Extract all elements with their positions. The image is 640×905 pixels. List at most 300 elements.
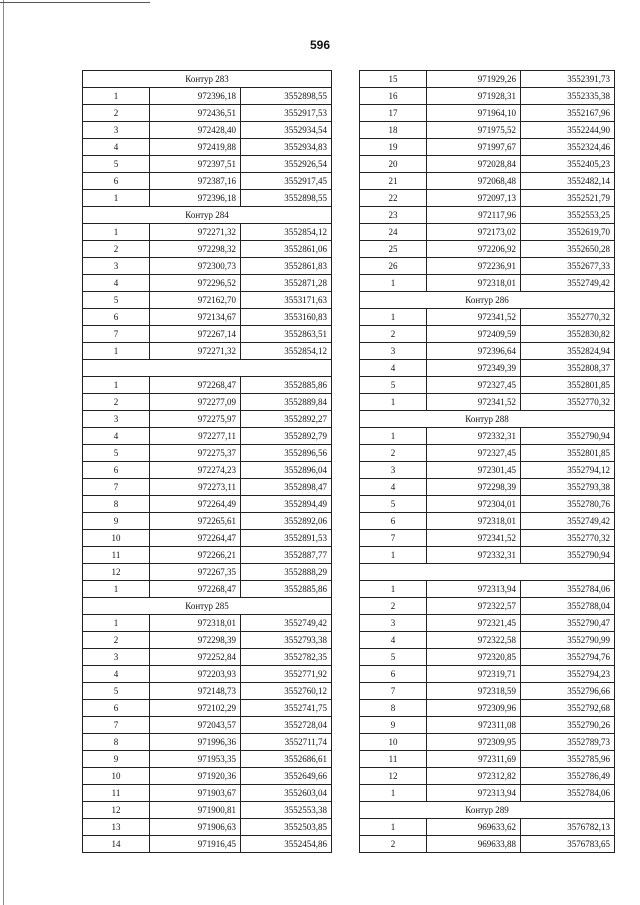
y-coordinate-cell: 3552801,85 bbox=[521, 377, 615, 394]
point-number-cell: 1 bbox=[83, 615, 150, 632]
x-coordinate-cell: 972318,59 bbox=[427, 683, 521, 700]
x-coordinate-cell: 972341,52 bbox=[427, 530, 521, 547]
y-coordinate-cell: 3552749,42 bbox=[521, 275, 615, 292]
point-number-cell: 16 bbox=[360, 88, 427, 105]
y-coordinate-cell: 3552619,70 bbox=[521, 224, 615, 241]
point-number-cell: 3 bbox=[83, 122, 150, 139]
table-row bbox=[360, 768, 615, 785]
point-number-cell: 4 bbox=[83, 428, 150, 445]
y-coordinate-cell: 3552770,32 bbox=[521, 530, 615, 547]
table-row bbox=[83, 819, 332, 836]
y-coordinate-cell: 3552892,06 bbox=[241, 513, 332, 530]
x-coordinate-cell: 972097,13 bbox=[427, 190, 521, 207]
x-coordinate-cell: 972277,09 bbox=[150, 394, 241, 411]
point-number-cell: 2 bbox=[360, 836, 427, 853]
table-row bbox=[83, 105, 332, 122]
y-coordinate-cell: 3552521,79 bbox=[521, 190, 615, 207]
contour-header-row bbox=[83, 598, 332, 615]
point-number-cell: 6 bbox=[360, 513, 427, 530]
y-coordinate-cell: 3552167,96 bbox=[521, 105, 615, 122]
point-number-cell: 1 bbox=[360, 394, 427, 411]
x-coordinate-cell: 971928,31 bbox=[427, 88, 521, 105]
point-number-cell: 8 bbox=[83, 496, 150, 513]
table-row bbox=[83, 343, 332, 360]
point-number-cell: 6 bbox=[83, 462, 150, 479]
table-row bbox=[360, 530, 615, 547]
x-coordinate-cell: 972298,39 bbox=[427, 479, 521, 496]
y-coordinate-cell: 3552794,76 bbox=[521, 649, 615, 666]
point-number-cell: 9 bbox=[83, 513, 150, 530]
y-coordinate-cell: 3552784,06 bbox=[521, 785, 615, 802]
point-number-cell: 13 bbox=[83, 819, 150, 836]
x-coordinate-cell: 972322,57 bbox=[427, 598, 521, 615]
table-row bbox=[360, 173, 615, 190]
x-coordinate-cell: 972173,02 bbox=[427, 224, 521, 241]
table-row bbox=[360, 445, 615, 462]
table-row bbox=[360, 190, 615, 207]
table-row bbox=[360, 734, 615, 751]
point-number-cell: 1 bbox=[83, 377, 150, 394]
x-coordinate-cell: 972267,35 bbox=[150, 564, 241, 581]
x-coordinate-cell: 971900,81 bbox=[150, 802, 241, 819]
x-coordinate-cell: 972332,31 bbox=[427, 547, 521, 564]
x-coordinate-cell: 972409,59 bbox=[427, 326, 521, 343]
table-row bbox=[83, 190, 332, 207]
y-coordinate-cell: 3552686,61 bbox=[241, 751, 332, 768]
y-coordinate-cell: 3552854,12 bbox=[241, 343, 332, 360]
table-row bbox=[360, 360, 615, 377]
table-row bbox=[83, 224, 332, 241]
y-coordinate-cell: 3552790,94 bbox=[521, 547, 615, 564]
y-coordinate-cell: 3552749,42 bbox=[241, 615, 332, 632]
point-number-cell: 1 bbox=[83, 190, 150, 207]
table-row bbox=[83, 734, 332, 751]
table-row bbox=[360, 632, 615, 649]
point-number-cell: 14 bbox=[83, 836, 150, 853]
x-coordinate-cell: 972396,18 bbox=[150, 190, 241, 207]
y-coordinate-cell: 3552824,94 bbox=[521, 343, 615, 360]
point-number-cell: 4 bbox=[83, 666, 150, 683]
table-row bbox=[360, 683, 615, 700]
x-coordinate-cell: 972322,58 bbox=[427, 632, 521, 649]
point-number-cell: 7 bbox=[83, 326, 150, 343]
table-row bbox=[360, 309, 615, 326]
y-coordinate-cell: 3552926,54 bbox=[241, 156, 332, 173]
x-coordinate-cell: 972320,85 bbox=[427, 649, 521, 666]
x-coordinate-cell: 971916,45 bbox=[150, 836, 241, 853]
table-row bbox=[83, 615, 332, 632]
point-number-cell: 12 bbox=[83, 802, 150, 819]
y-coordinate-cell: 3552790,94 bbox=[521, 428, 615, 445]
table-row bbox=[360, 819, 615, 836]
x-coordinate-cell: 971929,26 bbox=[427, 71, 521, 88]
y-coordinate-cell: 3552391,73 bbox=[521, 71, 615, 88]
contour-title: Контур 286 bbox=[360, 292, 615, 309]
table-row bbox=[360, 700, 615, 717]
x-coordinate-cell: 972275,37 bbox=[150, 445, 241, 462]
point-number-cell: 6 bbox=[83, 173, 150, 190]
x-coordinate-cell: 971996,36 bbox=[150, 734, 241, 751]
coordinates-table-left bbox=[82, 70, 332, 853]
point-number-cell: 6 bbox=[83, 700, 150, 717]
point-number-cell: 10 bbox=[360, 734, 427, 751]
x-coordinate-cell: 971997,67 bbox=[427, 139, 521, 156]
x-coordinate-cell: 972313,94 bbox=[427, 785, 521, 802]
y-coordinate-cell: 3552892,27 bbox=[241, 411, 332, 428]
x-coordinate-cell: 972266,21 bbox=[150, 547, 241, 564]
table-row bbox=[83, 496, 332, 513]
point-number-cell: 9 bbox=[360, 717, 427, 734]
table-row bbox=[83, 785, 332, 802]
y-coordinate-cell: 3552786,49 bbox=[521, 768, 615, 785]
x-coordinate-cell: 972271,32 bbox=[150, 343, 241, 360]
table-row bbox=[360, 649, 615, 666]
table-row bbox=[360, 513, 615, 530]
y-coordinate-cell: 3552889,84 bbox=[241, 394, 332, 411]
table-row bbox=[83, 156, 332, 173]
table-row bbox=[360, 428, 615, 445]
x-coordinate-cell: 972028,84 bbox=[427, 156, 521, 173]
point-number-cell: 6 bbox=[360, 666, 427, 683]
contour-title: Контур 283 bbox=[83, 71, 332, 88]
table-row bbox=[360, 785, 615, 802]
y-coordinate-cell: 3552887,77 bbox=[241, 547, 332, 564]
point-number-cell: 20 bbox=[360, 156, 427, 173]
table-row bbox=[360, 598, 615, 615]
y-coordinate-cell: 3552244,90 bbox=[521, 122, 615, 139]
x-coordinate-cell: 972387,16 bbox=[150, 173, 241, 190]
table-row bbox=[83, 394, 332, 411]
point-number-cell: 4 bbox=[360, 632, 427, 649]
point-number-cell: 11 bbox=[83, 785, 150, 802]
point-number-cell: 11 bbox=[83, 547, 150, 564]
table-row bbox=[360, 241, 615, 258]
y-coordinate-cell: 3552891,53 bbox=[241, 530, 332, 547]
page-number: 596 bbox=[309, 38, 331, 52]
contour-header-row bbox=[360, 292, 615, 309]
table-row bbox=[83, 326, 332, 343]
y-coordinate-cell: 3552603,04 bbox=[241, 785, 332, 802]
point-number-cell: 3 bbox=[83, 649, 150, 666]
table-row bbox=[83, 581, 332, 598]
x-coordinate-cell: 969633,62 bbox=[427, 819, 521, 836]
contour-header-row bbox=[83, 71, 332, 88]
table-row bbox=[83, 377, 332, 394]
table-row bbox=[360, 462, 615, 479]
x-coordinate-cell: 972134,67 bbox=[150, 309, 241, 326]
x-coordinate-cell: 972332,31 bbox=[427, 428, 521, 445]
point-number-cell: 24 bbox=[360, 224, 427, 241]
y-coordinate-cell: 3553171,63 bbox=[241, 292, 332, 309]
point-number-cell: 5 bbox=[360, 496, 427, 513]
point-number-cell: 3 bbox=[83, 411, 150, 428]
table-row bbox=[83, 513, 332, 530]
table-row bbox=[83, 292, 332, 309]
x-coordinate-cell: 972327,45 bbox=[427, 445, 521, 462]
x-coordinate-cell: 972321,45 bbox=[427, 615, 521, 632]
y-coordinate-cell: 3552934,83 bbox=[241, 139, 332, 156]
point-number-cell: 11 bbox=[360, 751, 427, 768]
point-number-cell: 26 bbox=[360, 258, 427, 275]
x-coordinate-cell: 972268,47 bbox=[150, 581, 241, 598]
table-row bbox=[360, 377, 615, 394]
x-coordinate-cell: 972236,91 bbox=[427, 258, 521, 275]
x-coordinate-cell: 972318,01 bbox=[150, 615, 241, 632]
table-row bbox=[83, 445, 332, 462]
y-coordinate-cell: 3552711,74 bbox=[241, 734, 332, 751]
x-coordinate-cell: 972267,14 bbox=[150, 326, 241, 343]
x-coordinate-cell: 972318,01 bbox=[427, 513, 521, 530]
x-coordinate-cell: 972349,39 bbox=[427, 360, 521, 377]
table-row bbox=[360, 547, 615, 564]
point-number-cell: 4 bbox=[360, 479, 427, 496]
point-number-cell: 17 bbox=[360, 105, 427, 122]
table-row bbox=[83, 428, 332, 445]
coordinates-table-right bbox=[359, 70, 615, 853]
x-coordinate-cell: 971975,52 bbox=[427, 122, 521, 139]
x-coordinate-cell: 972309,96 bbox=[427, 700, 521, 717]
x-coordinate-cell: 972311,69 bbox=[427, 751, 521, 768]
point-number-cell: 2 bbox=[360, 598, 427, 615]
x-coordinate-cell: 972301,45 bbox=[427, 462, 521, 479]
y-coordinate-cell: 3552808,37 bbox=[521, 360, 615, 377]
table-row bbox=[83, 547, 332, 564]
point-number-cell: 10 bbox=[83, 530, 150, 547]
table-row bbox=[83, 241, 332, 258]
x-coordinate-cell: 972206,92 bbox=[427, 241, 521, 258]
x-coordinate-cell: 972271,32 bbox=[150, 224, 241, 241]
x-coordinate-cell: 972300,73 bbox=[150, 258, 241, 275]
point-number-cell: 25 bbox=[360, 241, 427, 258]
x-coordinate-cell: 972162,70 bbox=[150, 292, 241, 309]
y-coordinate-cell: 3552771,92 bbox=[241, 666, 332, 683]
y-coordinate-cell: 3552861,06 bbox=[241, 241, 332, 258]
y-coordinate-cell: 3552934,54 bbox=[241, 122, 332, 139]
point-number-cell: 2 bbox=[83, 105, 150, 122]
table-row bbox=[83, 836, 332, 853]
y-coordinate-cell: 3552898,47 bbox=[241, 479, 332, 496]
y-coordinate-cell: 3552789,73 bbox=[521, 734, 615, 751]
x-coordinate-cell: 972273,11 bbox=[150, 479, 241, 496]
table-row bbox=[83, 173, 332, 190]
point-number-cell: 1 bbox=[360, 547, 427, 564]
table-row bbox=[360, 139, 615, 156]
point-number-cell: 5 bbox=[83, 683, 150, 700]
point-number-cell: 7 bbox=[83, 479, 150, 496]
point-number-cell: 7 bbox=[360, 530, 427, 547]
y-coordinate-cell: 3552801,85 bbox=[521, 445, 615, 462]
x-coordinate-cell: 971964,10 bbox=[427, 105, 521, 122]
y-coordinate-cell: 3576782,13 bbox=[521, 819, 615, 836]
y-coordinate-cell: 3552741,75 bbox=[241, 700, 332, 717]
x-coordinate-cell: 972252,84 bbox=[150, 649, 241, 666]
point-number-cell: 2 bbox=[83, 632, 150, 649]
x-coordinate-cell: 972397,51 bbox=[150, 156, 241, 173]
table-row bbox=[360, 615, 615, 632]
table-row bbox=[83, 530, 332, 547]
y-coordinate-cell: 3552553,25 bbox=[521, 207, 615, 224]
point-number-cell: 1 bbox=[83, 224, 150, 241]
point-number-cell: 9 bbox=[83, 751, 150, 768]
x-coordinate-cell: 972309,95 bbox=[427, 734, 521, 751]
y-coordinate-cell: 3552770,32 bbox=[521, 394, 615, 411]
point-number-cell: 4 bbox=[83, 139, 150, 156]
x-coordinate-cell: 972274,23 bbox=[150, 462, 241, 479]
y-coordinate-cell: 3552871,28 bbox=[241, 275, 332, 292]
table-row bbox=[83, 309, 332, 326]
y-coordinate-cell: 3552454,86 bbox=[241, 836, 332, 853]
x-coordinate-cell: 972043,57 bbox=[150, 717, 241, 734]
x-coordinate-cell: 972419,88 bbox=[150, 139, 241, 156]
y-coordinate-cell: 3552780,76 bbox=[521, 496, 615, 513]
x-coordinate-cell: 972319,71 bbox=[427, 666, 521, 683]
y-coordinate-cell: 3552677,33 bbox=[521, 258, 615, 275]
point-number-cell: 1 bbox=[360, 275, 427, 292]
point-number-cell: 4 bbox=[83, 275, 150, 292]
x-coordinate-cell: 972396,64 bbox=[427, 343, 521, 360]
y-coordinate-cell: 3552793,38 bbox=[521, 479, 615, 496]
y-coordinate-cell: 3552335,38 bbox=[521, 88, 615, 105]
table-row bbox=[360, 394, 615, 411]
table-row bbox=[360, 122, 615, 139]
table-row bbox=[360, 496, 615, 513]
table-row bbox=[360, 207, 615, 224]
contour-title: Контур 284 bbox=[83, 207, 332, 224]
y-coordinate-cell: 3552728,04 bbox=[241, 717, 332, 734]
table-row bbox=[83, 649, 332, 666]
x-coordinate-cell: 972264,49 bbox=[150, 496, 241, 513]
x-coordinate-cell: 972428,40 bbox=[150, 122, 241, 139]
y-coordinate-cell: 3576783,65 bbox=[521, 836, 615, 853]
y-coordinate-cell: 3552854,12 bbox=[241, 224, 332, 241]
point-number-cell: 2 bbox=[360, 445, 427, 462]
point-number-cell: 19 bbox=[360, 139, 427, 156]
point-number-cell: 22 bbox=[360, 190, 427, 207]
y-coordinate-cell: 3552917,53 bbox=[241, 105, 332, 122]
y-coordinate-cell: 3552894,49 bbox=[241, 496, 332, 513]
x-coordinate-cell: 972277,11 bbox=[150, 428, 241, 445]
point-number-cell: 4 bbox=[360, 360, 427, 377]
x-coordinate-cell: 972396,18 bbox=[150, 88, 241, 105]
x-coordinate-cell: 972436,51 bbox=[150, 105, 241, 122]
table-row bbox=[360, 581, 615, 598]
table-row bbox=[83, 768, 332, 785]
y-coordinate-cell: 3552760,12 bbox=[241, 683, 332, 700]
table-row bbox=[360, 666, 615, 683]
x-coordinate-cell: 972304,01 bbox=[427, 496, 521, 513]
table-row bbox=[83, 751, 332, 768]
x-coordinate-cell: 971953,35 bbox=[150, 751, 241, 768]
y-coordinate-cell: 3552782,35 bbox=[241, 649, 332, 666]
table-row bbox=[360, 88, 615, 105]
y-coordinate-cell: 3552794,12 bbox=[521, 462, 615, 479]
y-coordinate-cell: 3552888,29 bbox=[241, 564, 332, 581]
y-coordinate-cell: 3553160,83 bbox=[241, 309, 332, 326]
point-number-cell: 1 bbox=[83, 88, 150, 105]
y-coordinate-cell: 3552503,85 bbox=[241, 819, 332, 836]
table-row bbox=[83, 479, 332, 496]
scan-edge-line bbox=[3, 0, 4, 905]
table-row bbox=[360, 224, 615, 241]
y-coordinate-cell: 3552784,06 bbox=[521, 581, 615, 598]
y-coordinate-cell: 3552885,86 bbox=[241, 581, 332, 598]
point-number-cell: 10 bbox=[83, 768, 150, 785]
table-row bbox=[83, 411, 332, 428]
table-row bbox=[83, 700, 332, 717]
table-row bbox=[83, 139, 332, 156]
table-row bbox=[360, 105, 615, 122]
point-number-cell: 7 bbox=[83, 717, 150, 734]
x-coordinate-cell: 969633,88 bbox=[427, 836, 521, 853]
table-row bbox=[360, 836, 615, 853]
y-coordinate-cell: 3552649,66 bbox=[241, 768, 332, 785]
point-number-cell: 1 bbox=[360, 428, 427, 445]
x-coordinate-cell: 972148,73 bbox=[150, 683, 241, 700]
y-coordinate-cell: 3552405,23 bbox=[521, 156, 615, 173]
point-number-cell: 5 bbox=[360, 649, 427, 666]
x-coordinate-cell: 972312,82 bbox=[427, 768, 521, 785]
y-coordinate-cell: 3552793,38 bbox=[241, 632, 332, 649]
x-coordinate-cell: 971906,63 bbox=[150, 819, 241, 836]
y-coordinate-cell: 3552790,26 bbox=[521, 717, 615, 734]
y-coordinate-cell: 3552917,45 bbox=[241, 173, 332, 190]
point-number-cell: 8 bbox=[360, 700, 427, 717]
point-number-cell: 1 bbox=[83, 581, 150, 598]
x-coordinate-cell: 972298,39 bbox=[150, 632, 241, 649]
y-coordinate-cell: 3552896,56 bbox=[241, 445, 332, 462]
y-coordinate-cell: 3552788,04 bbox=[521, 598, 615, 615]
point-number-cell: 7 bbox=[360, 683, 427, 700]
table-row bbox=[83, 666, 332, 683]
table-row bbox=[83, 683, 332, 700]
contour-header-row bbox=[83, 207, 332, 224]
point-number-cell: 23 bbox=[360, 207, 427, 224]
y-coordinate-cell: 3552770,32 bbox=[521, 309, 615, 326]
point-number-cell: 2 bbox=[83, 241, 150, 258]
contour-title: Контур 288 bbox=[360, 411, 615, 428]
point-number-cell: 8 bbox=[83, 734, 150, 751]
x-coordinate-cell: 972275,97 bbox=[150, 411, 241, 428]
table-row bbox=[83, 258, 332, 275]
table-row bbox=[360, 156, 615, 173]
x-coordinate-cell: 972341,52 bbox=[427, 394, 521, 411]
x-coordinate-cell: 972341,52 bbox=[427, 309, 521, 326]
x-coordinate-cell: 972117,96 bbox=[427, 207, 521, 224]
y-coordinate-cell: 3552324,46 bbox=[521, 139, 615, 156]
point-number-cell: 3 bbox=[360, 615, 427, 632]
x-coordinate-cell: 971903,67 bbox=[150, 785, 241, 802]
point-number-cell: 2 bbox=[83, 394, 150, 411]
contour-title: Контур 289 bbox=[360, 802, 615, 819]
point-number-cell: 1 bbox=[83, 343, 150, 360]
y-coordinate-cell: 3552898,55 bbox=[241, 88, 332, 105]
table-row bbox=[83, 462, 332, 479]
table-row bbox=[83, 275, 332, 292]
point-number-cell: 1 bbox=[360, 581, 427, 598]
x-coordinate-cell: 972265,61 bbox=[150, 513, 241, 530]
y-coordinate-cell: 3552792,68 bbox=[521, 700, 615, 717]
table-row bbox=[360, 751, 615, 768]
point-number-cell: 3 bbox=[83, 258, 150, 275]
contour-header-row bbox=[360, 411, 615, 428]
table-row bbox=[360, 717, 615, 734]
scan-top-mark bbox=[0, 2, 150, 3]
y-coordinate-cell: 3552749,42 bbox=[521, 513, 615, 530]
table-row bbox=[83, 802, 332, 819]
table-row bbox=[83, 564, 332, 581]
x-coordinate-cell: 971920,36 bbox=[150, 768, 241, 785]
x-coordinate-cell: 972203,93 bbox=[150, 666, 241, 683]
